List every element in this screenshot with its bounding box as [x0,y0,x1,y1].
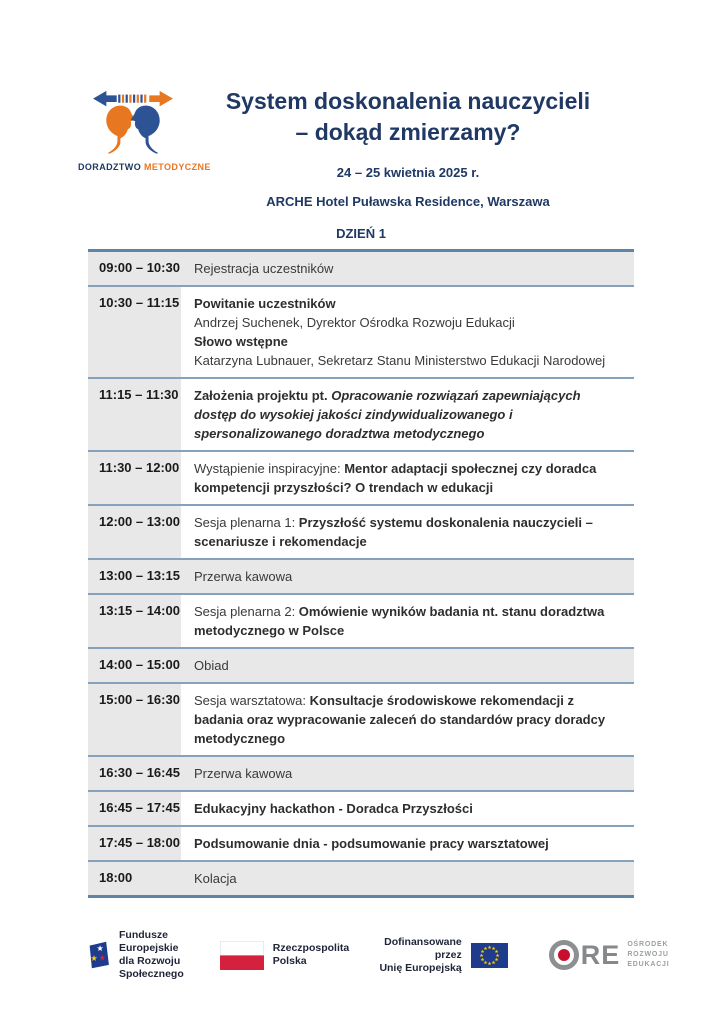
poland-label-line2: Polska [272,955,307,967]
time-cell: 16:45 – 17:45 [88,792,181,825]
time-cell: 11:30 – 12:00 [88,452,181,504]
time-cell: 13:00 – 13:15 [88,560,181,593]
schedule-row [88,249,634,285]
schedule-row [88,558,634,593]
description-line: Słowo wstępne [194,334,288,349]
day-heading: DZIEŃ 1 [336,226,386,241]
schedule-row [88,825,634,860]
description-cell [181,560,634,593]
schedule-row [88,790,634,825]
description-line: Podsumowanie dnia - podsumowanie pracy warsztatowej [194,836,549,851]
description-cell [181,252,634,285]
footer-logos [88,929,670,981]
time-cell: 10:30 – 11:15 [88,287,181,377]
schedule-row [88,377,634,450]
time-cell: 12:00 – 13:00 [88,506,181,558]
description-line: Katarzyna Lubnauer, Sekretarz Stanu Ministerstwo Edukacji Narodowej [194,353,606,368]
page-title-line2: – dokąd zmierzamy? [295,119,521,145]
ore-acronym: RE [580,939,621,970]
header-title-block [170,86,646,209]
time-cell: 13:15 – 14:00 [88,595,181,647]
ore-red-dot-icon [558,949,570,961]
orange-head-icon [106,106,135,154]
logo-word-doradztwo: DORADZTWO [78,162,142,172]
eu-funding-logo [375,936,508,975]
ore-logo [549,940,670,971]
poland-label [273,942,349,968]
eu-funding-label-line2: Unię Europejską [379,961,462,974]
eu-funds-label-line2: dla Rozwoju Społecznego [119,955,184,980]
eu-flag-icon [471,940,508,971]
time-cell: 15:00 – 16:30 [88,684,181,755]
description-line: Andrzej Suchenek, Dyrektor Ośrodka Rozwoju Edukacji [194,315,515,330]
eu-funding-label [375,936,462,975]
time-cell: 18:00 [88,862,181,895]
description-line: Rejestracja uczestników [194,261,334,276]
blue-head-icon [131,106,160,154]
schedule-row [88,755,634,790]
ore-ring-icon [549,940,579,970]
eu-funds-logo [88,929,198,981]
event-venue: ARCHE Hotel Puławska Residence, Warszawa [266,194,550,209]
poland-logo [220,941,349,970]
description-cell [181,684,634,755]
schedule-table [88,249,634,898]
striped-band-icon [118,95,146,103]
schedule-row [88,860,634,898]
description-line: Wystąpienie inspiracyjne: Mentor adaptacji społecznej czy doradca kompetencji przyszłości? O trendach w edukacji [194,461,597,495]
description-cell [181,827,634,860]
eu-funds-label [119,929,198,981]
time-cell: 14:00 – 15:00 [88,649,181,682]
schedule-row [88,647,634,682]
description-cell [181,287,634,377]
ore-label-line2: ROZWOJU [627,951,669,958]
description-cell [181,792,634,825]
time-cell: 09:00 – 10:30 [88,252,181,285]
description-line: Założenia projektu pt. Opracowanie rozwiązań zapewniających dostęp do wysokiej jakości zindywidualizowanego i spersonalizowanego doradztwa metodycznego [194,388,581,441]
logo-word-metodyczne: METODYCZNE [144,162,211,172]
schedule-row [88,593,634,647]
description-cell [181,649,634,682]
schedule-row [88,682,634,755]
time-cell: 16:30 – 16:45 [88,757,181,790]
description-line: Przerwa kawowa [194,766,293,781]
time-cell: 11:15 – 11:30 [88,379,181,450]
description-line: Sesja plenarna 2: Omówienie wyników badania nt. stanu doradztwa metodycznego w Polsce [194,604,605,638]
description-line: Powitanie uczestników [194,296,336,311]
eu-funds-flag-icon [88,932,110,978]
time-cell: 17:45 – 18:00 [88,827,181,860]
description-line: Kolacja [194,871,237,886]
description-cell [181,379,634,450]
schedule-row [88,504,634,558]
eu-funding-label-line1: Dofinansowane przez [384,935,462,961]
eu-funds-label-line1: Fundusze Europejskie [119,929,179,954]
ore-label-line1: OŚRODEK [627,941,669,948]
page-title-line1: System doskonalenia nauczycieli [225,88,591,114]
description-cell [181,506,634,558]
schedule-row [88,285,634,377]
description-cell [181,595,634,647]
left-arrow-icon [93,91,117,107]
event-date: 24 – 25 kwietnia 2025 r. [336,165,480,180]
schedule-row [88,450,634,504]
description-line: Sesja plenarna 1: Przyszłość systemu doskonalenia nauczycieli – scenariusze i rekomendacje [194,515,593,549]
description-cell [181,757,634,790]
description-cell [181,862,634,895]
description-line: Edukacyjny hackathon - Doradca Przyszłości [194,801,473,816]
ore-label [627,940,669,970]
poland-flag-icon [220,941,264,970]
ore-label-line3: EDUKACJI [627,961,670,968]
description-line: Obiad [194,658,229,673]
description-line: Przerwa kawowa [194,569,293,584]
page-title [170,86,646,148]
poland-label-line1: Rzeczpospolita [272,942,350,954]
description-line: Sesja warsztatowa: Konsultacje środowiskowe rekomendacji z badania oraz wypracowanie zaleceń do standardów pracy doradcy metodycznego [194,693,606,746]
description-cell [181,452,634,504]
